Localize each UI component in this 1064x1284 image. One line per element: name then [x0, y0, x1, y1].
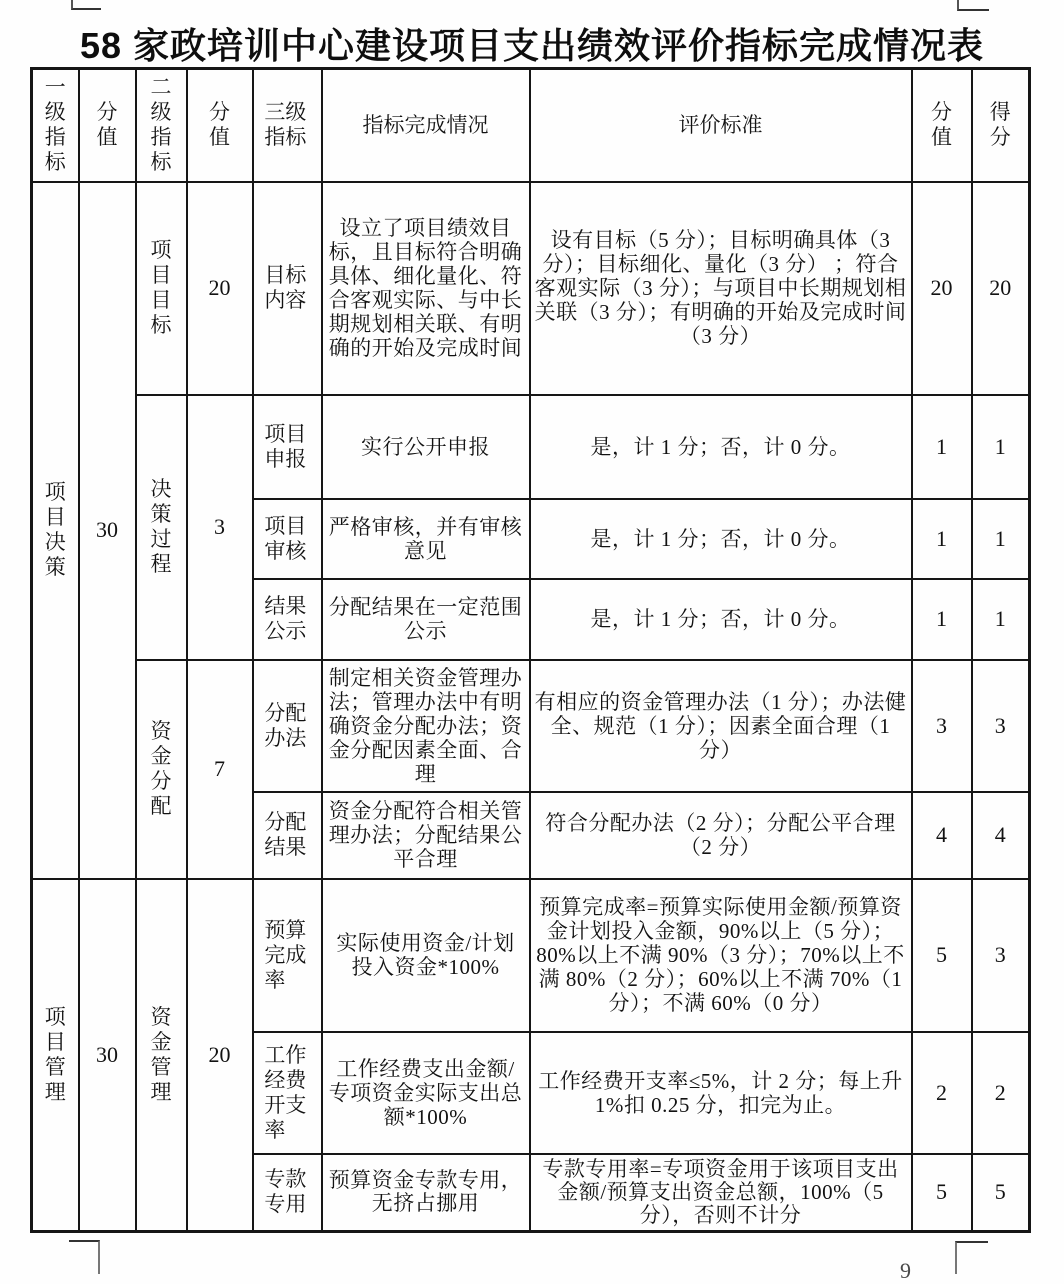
score-cell: 5 — [912, 879, 972, 1032]
level3-cell: 工作经费开支率 — [253, 1032, 322, 1154]
table-row — [32, 660, 1030, 792]
standard-cell: 有相应的资金管理办法（1 分）；办法健全、规范（1 分）；因素全面合理（1 分） — [530, 660, 912, 792]
standard-cell: 专款专用率=专项资金用于该项目支出金额/预算支出资金总额，100%（5 分），否则不计分 — [530, 1154, 912, 1232]
header-level1-indicator: 一级指标 — [32, 69, 79, 182]
score-cell: 1 — [912, 499, 972, 579]
score-cell: 1 — [912, 579, 972, 660]
earned-cell: 20 — [972, 182, 1030, 395]
level2-cell-fund-management: 资金管理 — [136, 879, 187, 1232]
score-cell: 2 — [912, 1032, 972, 1154]
status-cell: 预算资金专款专用，无挤占挪用 — [322, 1154, 530, 1232]
page-number: 9 — [900, 1258, 911, 1283]
standard-cell: 是，计 1 分；否，计 0 分。 — [530, 499, 912, 579]
status-cell: 实行公开申报 — [322, 395, 530, 499]
table-row — [32, 182, 1030, 395]
standard-cell: 工作经费开支率≤5%，计 2 分；每上升 1%扣 0.25 分，扣完为止。 — [530, 1032, 912, 1154]
standard-cell: 设有目标（5 分）；目标明确具体（3 分）；目标细化、量化（3 分） ；符合客观实际（3 分）；与项目中长期规划相关联（3 分）；有明确的开始及完成时间（3 分） — [530, 182, 912, 395]
status-cell: 实际使用资金/计划投入资金*100% — [322, 879, 530, 1032]
level3-cell: 项目审核 — [253, 499, 322, 579]
header-evaluation-standard: 评价标准 — [530, 69, 912, 182]
level3-cell: 专款专用 — [253, 1154, 322, 1232]
earned-cell: 2 — [972, 1032, 1030, 1154]
level2-score-cell: 7 — [187, 660, 253, 879]
score-cell: 20 — [912, 182, 972, 395]
status-cell: 资金分配符合相关管理办法；分配结果公平合理 — [322, 792, 530, 879]
level2-score-cell: 3 — [187, 395, 253, 660]
level2-score-cell: 20 — [187, 182, 253, 395]
earned-cell: 1 — [972, 579, 1030, 660]
page-title: 58 家政培训中心建设项目支出绩效评价指标完成情况表 — [79, 25, 985, 66]
table-row — [32, 879, 1030, 1032]
crop-mark-bottom-right — [955, 1241, 988, 1274]
crop-mark-bottom-left — [69, 1240, 100, 1274]
header-level3-indicator: 三级指标 — [253, 69, 322, 182]
level3-cell: 目标内容 — [253, 182, 322, 395]
score-cell: 1 — [912, 395, 972, 499]
earned-cell: 3 — [972, 660, 1030, 792]
score-cell: 3 — [912, 660, 972, 792]
status-cell: 分配结果在一定范围公示 — [322, 579, 530, 660]
evaluation-table — [30, 67, 1031, 1233]
earned-cell: 1 — [972, 395, 1030, 499]
status-cell: 设立了项目绩效目标，且目标符合明确具体、细化量化、符合客观实际、与中长期规划相关联、有明确的开始及完成时间 — [322, 182, 530, 395]
earned-cell: 3 — [972, 879, 1030, 1032]
level3-cell: 结果公示 — [253, 579, 322, 660]
header-indicator-status: 指标完成情况 — [322, 69, 530, 182]
status-cell: 严格审核，并有审核意见 — [322, 499, 530, 579]
standard-cell: 预算完成率=预算实际使用金额/预算资金计划投入金额，90%以上（5 分）；80%以上不满 90%（3 分）；70%以上不满 80%（2 分）；60%以上不满 70%（1 分）；不满 60%（0 分） — [530, 879, 912, 1032]
header-earned-score: 得分 — [972, 69, 1030, 182]
score-cell: 4 — [912, 792, 972, 879]
level1-cell-project-management: 项目管理 — [32, 879, 79, 1232]
standard-cell: 符合分配办法（2 分）；分配公平合理（2 分） — [530, 792, 912, 879]
status-cell: 工作经费支出金额/专项资金实际支出总额*100% — [322, 1032, 530, 1154]
crop-mark-top-right — [957, 0, 989, 11]
level2-score-cell: 20 — [187, 879, 253, 1232]
earned-cell: 1 — [972, 499, 1030, 579]
level3-cell: 预算完成率 — [253, 879, 322, 1032]
level1-score-cell: 30 — [79, 182, 136, 879]
header-score-3: 分值 — [912, 69, 972, 182]
score-cell: 5 — [912, 1154, 972, 1232]
level1-cell-project-decision: 项目决策 — [32, 182, 79, 879]
level2-cell-decision-process: 决策过程 — [136, 395, 187, 660]
header-score-2: 分值 — [187, 69, 253, 182]
level2-cell-fund-allocation: 资金分配 — [136, 660, 187, 879]
table-row — [32, 395, 1030, 499]
level1-score-cell: 30 — [79, 879, 136, 1232]
standard-cell: 是，计 1 分；否，计 0 分。 — [530, 579, 912, 660]
standard-cell: 是，计 1 分；否，计 0 分。 — [530, 395, 912, 499]
header-row — [32, 69, 1030, 182]
status-cell: 制定相关资金管理办法；管理办法中有明确资金分配办法；资金分配因素全面、合理 — [322, 660, 530, 792]
header-level2-indicator: 二级指标 — [136, 69, 187, 182]
earned-cell: 4 — [972, 792, 1030, 879]
level3-cell: 项目申报 — [253, 395, 322, 499]
level3-cell: 分配结果 — [253, 792, 322, 879]
crop-mark-top-left — [71, 0, 101, 10]
level3-cell: 分配办法 — [253, 660, 322, 792]
earned-cell: 5 — [972, 1154, 1030, 1232]
level2-cell-project-goal: 项目目标 — [136, 182, 187, 395]
header-score-1: 分值 — [79, 69, 136, 182]
